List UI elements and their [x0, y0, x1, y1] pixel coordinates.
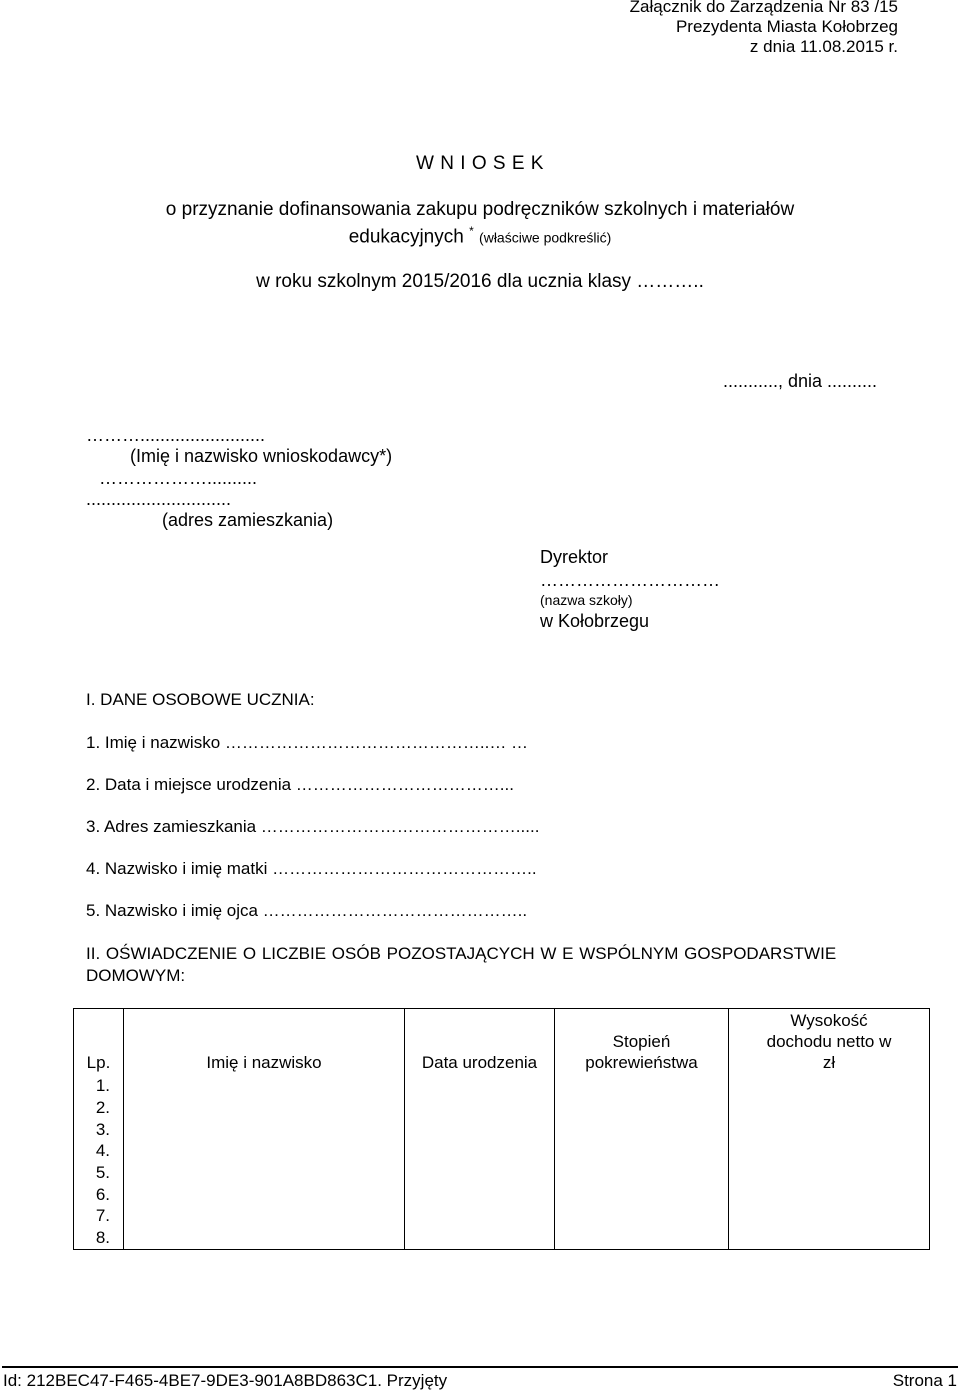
header-lp: Lp.	[74, 1009, 124, 1076]
cell-name[interactable]	[124, 1140, 405, 1162]
table-row	[74, 1075, 930, 1097]
cell-birth-date[interactable]	[405, 1097, 555, 1119]
header-line-2: Prezydenta Miasta Kołobrzeg	[675, 17, 898, 36]
school-name-label: (nazwa szkoły)	[540, 592, 633, 608]
cell-relationship[interactable]	[555, 1205, 729, 1227]
table-row	[74, 1097, 930, 1119]
cell-relationship[interactable]	[555, 1075, 729, 1097]
recipient-title: Dyrektor	[540, 547, 609, 567]
cell-birth-date[interactable]	[405, 1183, 555, 1205]
table-row	[74, 1140, 930, 1162]
cell-income[interactable]	[729, 1140, 930, 1162]
place-date-line: ..........., dnia ..........	[723, 371, 878, 391]
row-number: 1.	[74, 1075, 124, 1097]
field-address: 3. Adres zamieszkania ……………………………………….....	[86, 817, 540, 836]
cell-relationship[interactable]	[555, 1097, 729, 1119]
cell-name[interactable]	[124, 1183, 405, 1205]
footer-divider	[2, 1366, 958, 1368]
cell-name[interactable]	[124, 1097, 405, 1119]
section-2-heading-line-1: II. OŚWIADCZENIE O LICZBIE OSÓB POZOSTAJĄCYCH W E WSPÓLNYM GOSPODARSTWIE	[86, 944, 837, 963]
row-number: 8.	[74, 1227, 124, 1249]
table-row	[74, 1162, 930, 1184]
section-2-heading-line-2: DOMOWYM:	[86, 966, 186, 985]
cell-birth-date[interactable]	[405, 1140, 555, 1162]
row-number: 7.	[74, 1205, 124, 1227]
cell-name[interactable]	[124, 1118, 405, 1140]
header-relationship: Stopień pokrewieństwa	[555, 1009, 729, 1076]
field-father-name: 5. Nazwisko i imię ojca ………………………………………..	[86, 901, 528, 920]
section-1-heading: I. DANE OSOBOWE UCZNIA:	[86, 690, 315, 709]
row-number: 3.	[74, 1118, 124, 1140]
cell-income[interactable]	[729, 1227, 930, 1249]
attachment-header	[630, 0, 898, 57]
row-number: 2.	[74, 1097, 124, 1119]
table-header-row	[74, 1009, 930, 1076]
cell-income[interactable]	[729, 1183, 930, 1205]
header-line-3: z dnia 11.08.2015 r.	[749, 37, 898, 56]
cell-relationship[interactable]	[555, 1162, 729, 1184]
cell-birth-date[interactable]	[405, 1162, 555, 1184]
school-name-dots: …………………………	[540, 570, 720, 590]
document-subtitle-line-1: o przyznanie dofinansowania zakupu podręczników szkolnych i materiałów	[165, 199, 795, 220]
cell-birth-date[interactable]	[405, 1205, 555, 1227]
cell-birth-date[interactable]	[405, 1227, 555, 1249]
row-number: 5.	[74, 1162, 124, 1184]
cell-birth-date[interactable]	[405, 1118, 555, 1140]
cell-relationship[interactable]	[555, 1227, 729, 1249]
cell-birth-date[interactable]	[405, 1075, 555, 1097]
school-year-line: w roku szkolnym 2015/2016 dla ucznia klasy ………..	[256, 271, 704, 292]
cell-income[interactable]	[729, 1075, 930, 1097]
cell-name[interactable]	[124, 1205, 405, 1227]
cell-income[interactable]	[729, 1162, 930, 1184]
cell-income[interactable]	[729, 1205, 930, 1227]
cell-income[interactable]	[729, 1118, 930, 1140]
document-subtitle-line-2	[0, 224, 960, 248]
recipient-city: w Kołobrzegu	[540, 611, 650, 631]
header-net-income: Wysokość dochodu netto w zł	[729, 1009, 930, 1076]
row-number: 6.	[74, 1183, 124, 1205]
applicant-address-dots-1: ………………..........	[99, 468, 258, 488]
header-full-name: Imię i nazwisko	[124, 1009, 405, 1076]
document-id: Id: 212BEC47-F465-4BE7-9DE3-901A8BD863C1. Przyjęty	[3, 1371, 448, 1390]
table-row	[74, 1227, 930, 1249]
cell-income[interactable]	[729, 1097, 930, 1119]
subtitle-word: edukacyjnych	[348, 226, 464, 248]
cell-relationship[interactable]	[555, 1118, 729, 1140]
field-mother-name: 4. Nazwisko i imię matki ………………………………………..	[86, 859, 537, 878]
cell-relationship[interactable]	[555, 1140, 729, 1162]
table-row	[74, 1205, 930, 1227]
page-number: Strona 1	[892, 1371, 957, 1390]
cell-name[interactable]	[124, 1227, 405, 1249]
header-birth-date: Data urodzenia	[405, 1009, 555, 1076]
applicant-address-dots-2: .............................	[86, 489, 232, 509]
household-table	[73, 1008, 930, 1250]
cell-name[interactable]	[124, 1162, 405, 1184]
cell-name[interactable]	[124, 1075, 405, 1097]
row-number: 4.	[74, 1140, 124, 1162]
applicant-name-label: (Imię i nazwisko wnioskodawcy*)	[130, 446, 393, 466]
field-birth-date-place: 2. Data i miejsce urodzenia ………………………………...	[86, 775, 514, 794]
cell-relationship[interactable]	[555, 1183, 729, 1205]
table-row	[74, 1118, 930, 1140]
applicant-address-label: (adres zamieszkania)	[162, 510, 334, 530]
header-line-1: Załącznik do Zarządzenia Nr 83 /15	[629, 0, 898, 16]
applicant-name-dots: ……….........................	[86, 425, 266, 445]
asterisk-mark: *	[469, 224, 474, 238]
table-row	[74, 1183, 930, 1205]
document-title: W N I O S E K	[416, 153, 544, 174]
underline-note: (właściwe podkreślić)	[479, 229, 612, 246]
field-student-name: 1. Imię i nazwisko ………………………………………..… …	[86, 733, 529, 752]
